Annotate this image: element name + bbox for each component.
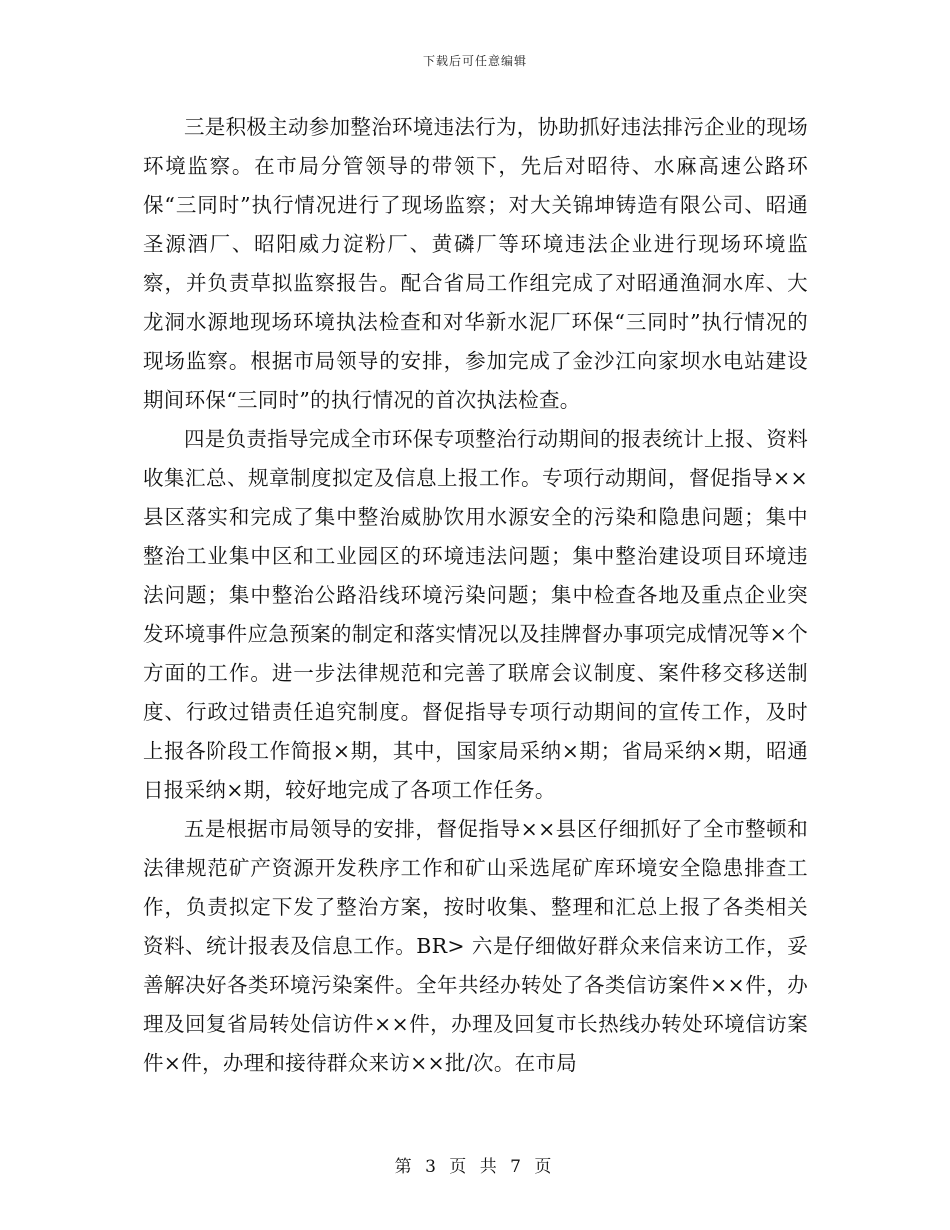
page-header: 下载后可任意编辑 [422, 54, 527, 68]
page-footer: 第 3 页 共 7 页 [394, 1157, 556, 1177]
paragraph-item-three: 三是积极主动参加整治环境违法行为，协助抓好违法排污企业的现场环境监察。在市局分管领导的带领下，先后对昭待、水麻高速公路环保“三同时”执行情况进行了现场监察；对大关锦坤铸造有限公司、昭通圣源酒厂、昭阳威力淀粉厂、黄磷厂等环境违法企业进行现场环境监察，并负责草拟监察报告。配合省局工作组完成了对昭通渔洞水库、大龙洞水源地现场环境执法检查和对华新水泥厂环保“三同时”执行情况的现场监察。根据市局领导的安排，参加完成了金沙江向家坝水电站建设期间环保“三同时”的执行情况的首次执法检查。 [143, 115, 808, 412]
paragraph-item-five: 五是根据市局领导的安排，督促指导××县区仔细抓好了全市整顿和法律规范矿产资源开发秩序工作和矿山采选尾矿库环境安全隐患排查工作，负责拟定下发了整治方案，按时收集、整理和汇总上报了各类相关资料、统计报表及信息工作。BR> 六是仔细做好群众来信来访工作，妥善解决好各类环境污染案件。全年共经办转处了各类信访案件××件，办理及回复省局转处信访件××件，办理及回复市长热线办转处环境信访案件×件，办理和接待群众来访××批/次。在市局 [143, 817, 808, 1075]
document-body [143, 108, 808, 1083]
paragraph-item-four: 四是负责指导完成全市环保专项整治行动期间的报表统计上报、资料收集汇总、规章制度拟定及信息上报工作。专项行动期间，督促指导××县区落实和完成了集中整治威胁饮用水源安全的污染和隐患问题；集中整治工业集中区和工业园区的环境违法问题；集中整治建设项目环境违法问题；集中整治公路沿线环境污染问题；集中检查各地及重点企业突发环境事件应急预案的制定和落实情况以及挂牌督办事项完成情况等×个方面的工作。进一步法律规范和完善了联席会议制度、案件移交移送制度、行政过错责任追究制度。督促指导专项行动期间的宣传工作，及时上报各阶段工作简报×期，其中，国家局采纳×期；省局采纳×期，昭通日报采纳×期，较好地完成了各项工作任务。 [143, 427, 808, 802]
